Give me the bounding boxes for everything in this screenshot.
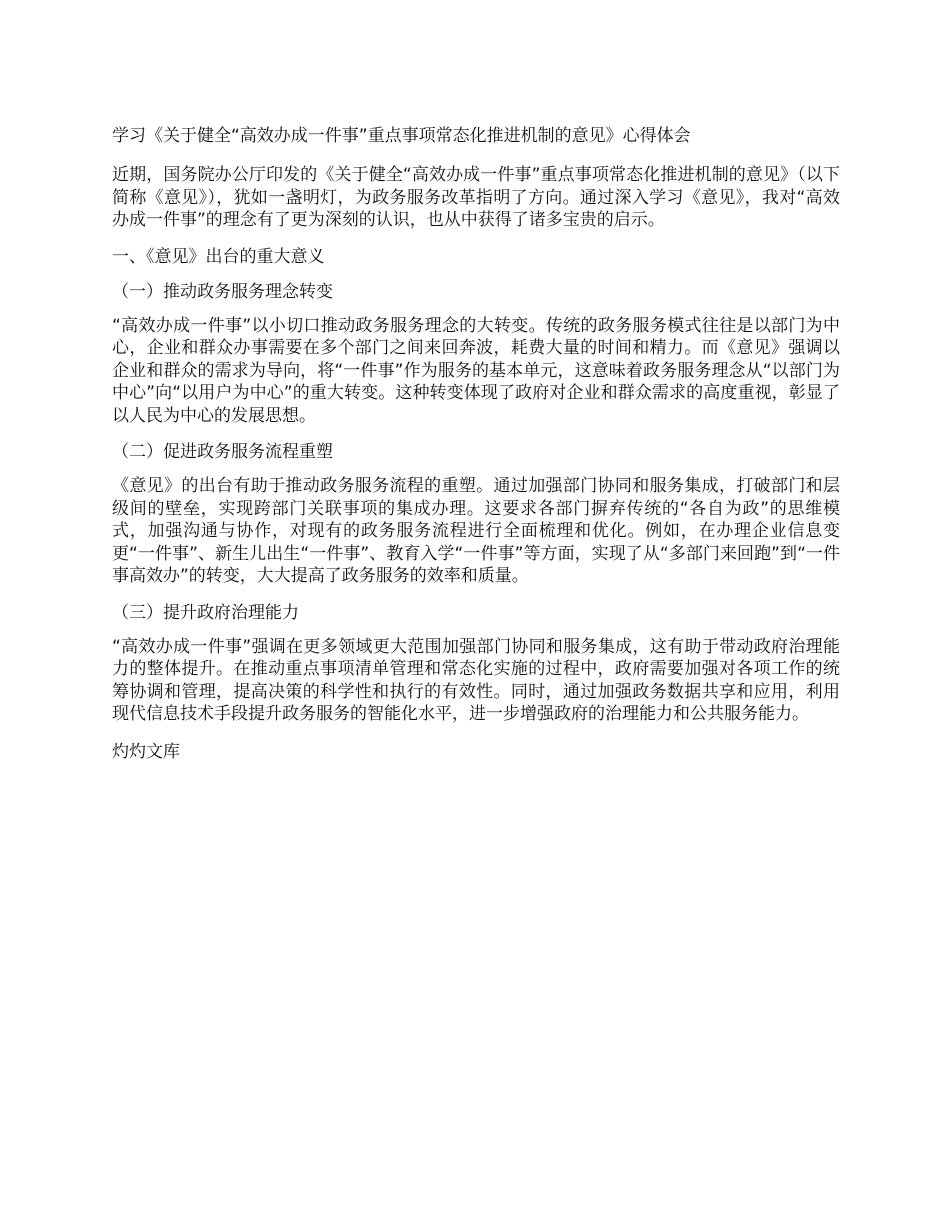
document-title: 学习《关于健全“高效办成一件事”重点事项常态化推进机制的意见》心得体会 [112, 126, 691, 146]
subsection-heading-3: （三）提升政府治理能力 [112, 602, 299, 623]
subsection-body-1: “高效办成一件事”以小切口推动政务服务理念的大转变。传统的政务服务模式往往是以部门为中心，企业和群众办事需要在多个部门之间来回奔波，耗费大量的时间和精力。而《意见》强调以企业和群众的需求为导向，将“一件事”作为服务的基本单元，这意味着政务服务理念从“以部门为中心”向“以用户为中心”的重大转变。这种转变体现了政府对企业和群众需求的高度重视，彰显了以人民为中心的发展思想。 [112, 315, 840, 426]
document-page [112, 124, 840, 764]
footer-source: 灼灼文库 [112, 741, 180, 762]
intro-paragraph: 近期，国务院办公厅印发的《关于健全“高效办成一件事”重点事项常态化推进机制的意见》（以下简称《意见》），犹如一盏明灯，为政务服务改革指明了方向。通过深入学习《意见》，我对“高效办成一件事”的理念有了更为深刻的认识，也从中获得了诸多宝贵的启示。 [112, 165, 840, 230]
subsection-heading-2: （二）促进政务服务流程重塑 [112, 442, 333, 462]
subsection-body-2: 《意见》的出台有助于推动政务服务流程的重塑。通过加强部门协同和服务集成，打破部门和层级间的壁垒，实现跨部门关联事项的集成办理。这要求各部门摒弃传统的“各自为政”的思维模式，加强沟通与协作，对现有的政务服务流程进行全面梳理和优化。例如，在办理企业信息变更“一件事”、新生儿出生“一件事”、教育入学“一件事”等方面，实现了从“多部门来回跑”到“一件事高效办”的转变，大大提高了政务服务的效率和质量。 [112, 476, 840, 586]
subsection-heading-1: （一）推动政务服务理念转变 [112, 281, 333, 302]
section-heading-1: 一、《意见》出台的重大意义 [112, 246, 325, 267]
subsection-body-3: “高效办成一件事”强调在更多领域更大范围加强部门协同和服务集成，这有助于带动政府治理能力的整体提升。在推动重点事项清单管理和常态化实施的过程中，政府需要加强对各项工作的统筹协调和管理，提高决策的科学性和执行的有效性。同时，通过加强政务数据共享和应用，利用现代信息技术手段提升政务服务的智能化水平，进一步增强政府的治理能力和公共服务能力。 [112, 636, 840, 724]
